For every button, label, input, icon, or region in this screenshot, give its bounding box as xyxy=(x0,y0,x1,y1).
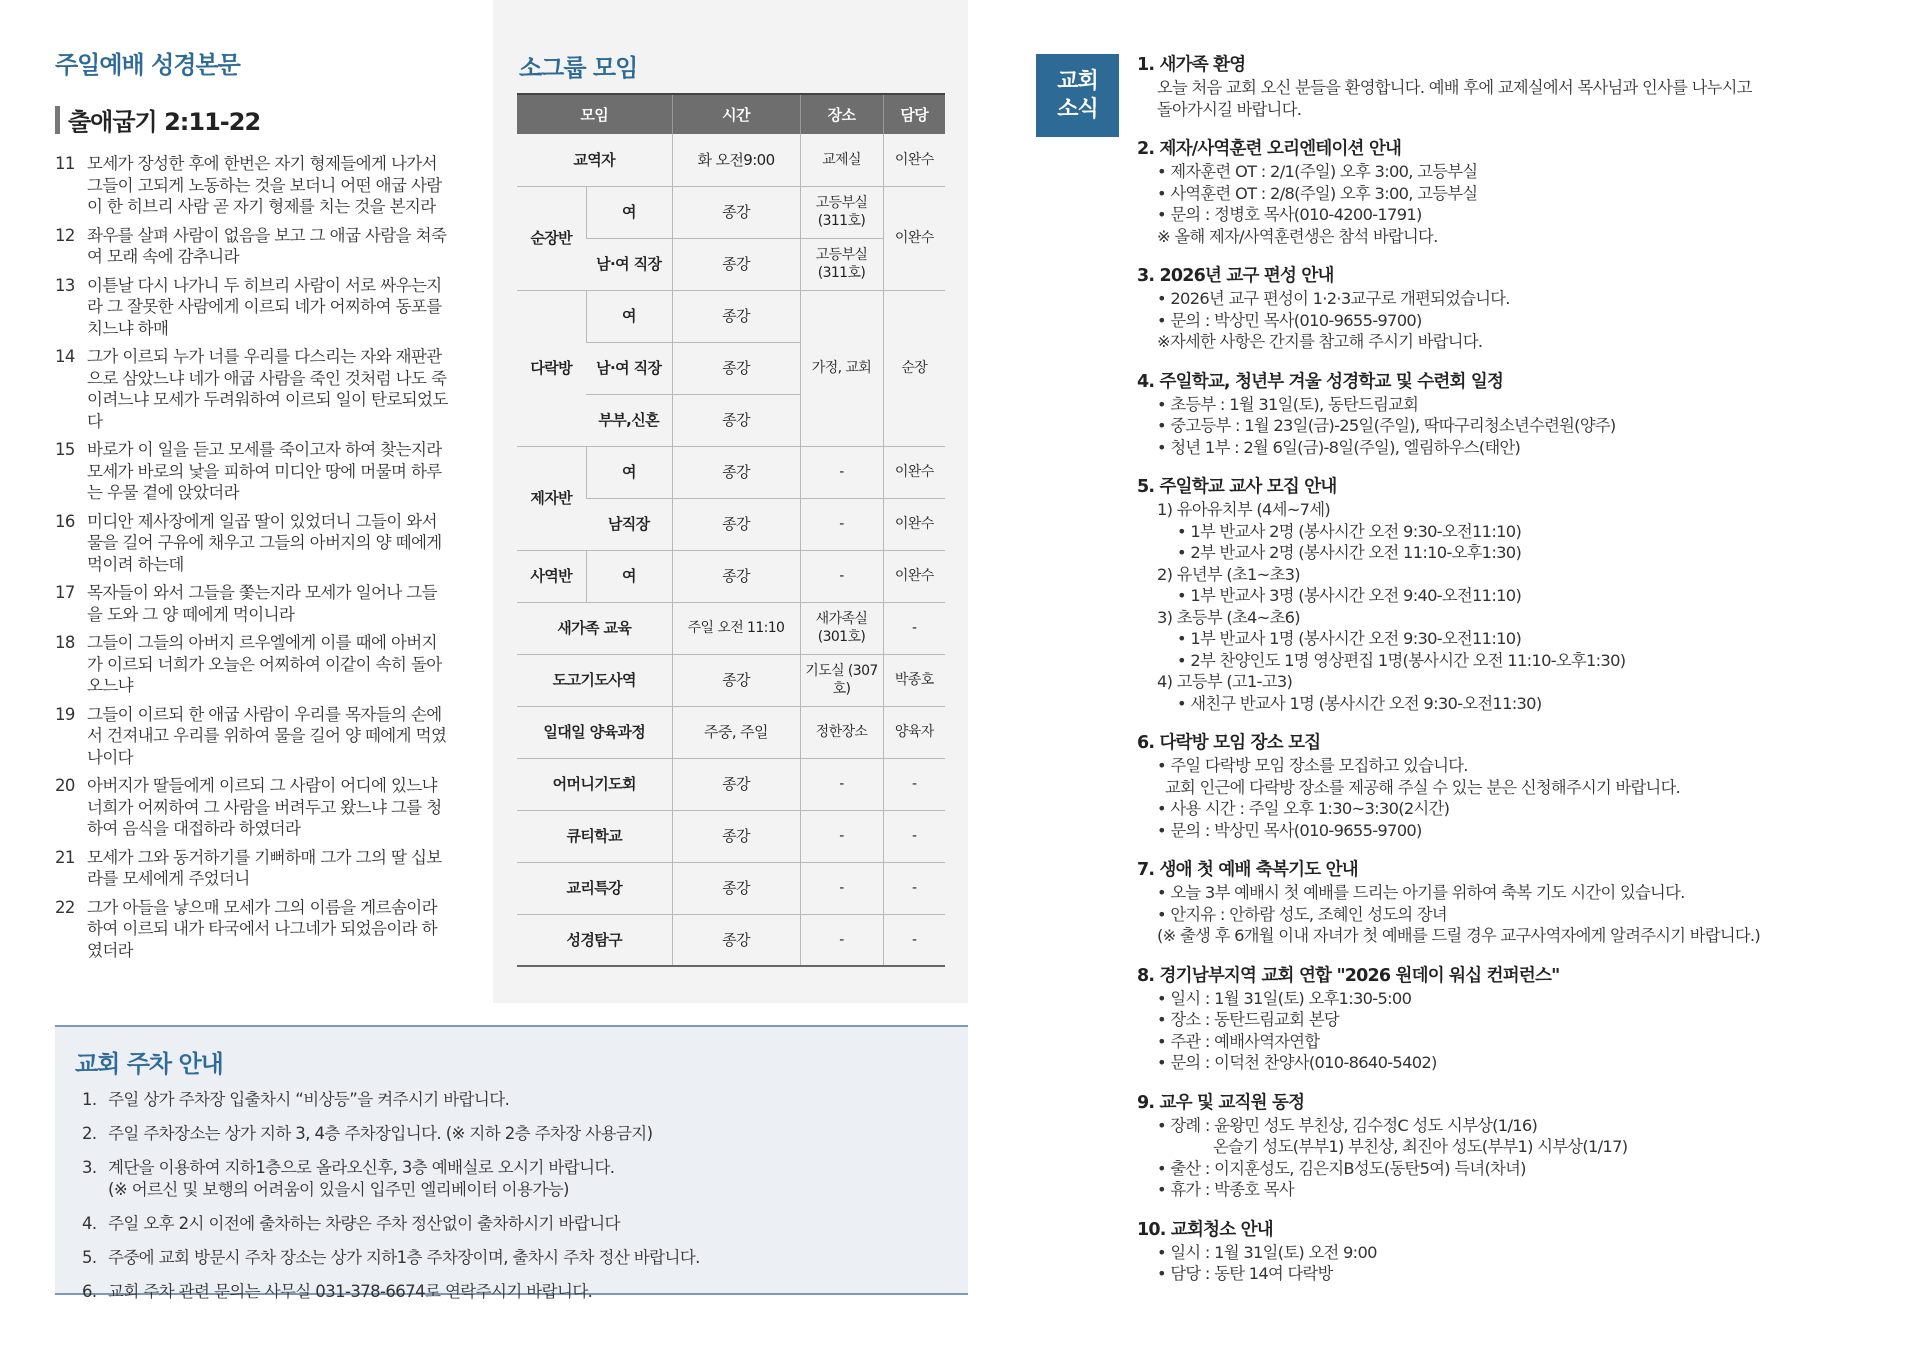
parking-item xyxy=(82,1157,700,1201)
news-item-line: ※ 올해 제자/사역훈련생은 참석 바랍니다. xyxy=(1157,226,1438,246)
parking-item-number: 5. xyxy=(82,1248,97,1267)
cell-place: 정한장소 xyxy=(800,706,883,758)
cell-lead: 박종호 xyxy=(883,654,945,706)
verse-number: 17 xyxy=(55,583,75,602)
cell-lead: 양육자 xyxy=(883,706,945,758)
heading-bar xyxy=(55,106,60,134)
cell-group: 일대일 양육과정 xyxy=(517,706,672,758)
cell-place: 고등부실 (311호) xyxy=(800,238,883,290)
parking-item-number: 6. xyxy=(82,1282,97,1301)
parking-item-text: 주중에 교회 방문시 주차 장소는 상가 지하1층 주차장이며, 출차시 주차 정산 바랍니다. xyxy=(108,1248,700,1267)
scripture-title: 주일예배 성경본문 xyxy=(55,51,240,79)
news-item-line: • 휴가 : 박종호 목사 xyxy=(1157,1180,1294,1199)
news-item-title: 9. 교우 및 교직원 동정 xyxy=(1137,1092,1305,1113)
cell-place: - xyxy=(800,758,883,810)
news-item xyxy=(1137,54,1897,120)
cell-place: 고등부실 (311호) xyxy=(800,186,883,238)
news-item-title: 4. 주일학교, 청년부 겨울 성경학교 및 수련회 일정 xyxy=(1137,371,1504,392)
verse-row xyxy=(55,847,455,890)
cell-place: - xyxy=(800,498,883,550)
cell-time: 주일 오전 11:10 xyxy=(672,602,800,654)
cell-time: 종강 xyxy=(672,758,800,810)
cell-subgroup: 부부,신혼 xyxy=(586,394,672,446)
cell-time: 종강 xyxy=(672,446,800,498)
news-item-title: 5. 주일학교 교사 모집 안내 xyxy=(1137,477,1337,497)
verse-number: 19 xyxy=(55,704,75,724)
cell-lead: 이완수 xyxy=(883,498,945,550)
verse-text: 목자들이 와서 그들을 쫓는지라 모세가 일어나 그들을 도와 그 양 떼에게 먹이니라 xyxy=(87,583,437,624)
news-item-line: 2) 유년부 (초1~초3) xyxy=(1157,564,1300,584)
cell-subgroup: 여 xyxy=(586,290,672,342)
news-item-line: • 2부 찬양인도 1명 영상편집 1명(봉사시간 오전 11:10-오후1:30) xyxy=(1177,650,1626,670)
news-item-line: 4) 고등부 (고1-고3) xyxy=(1157,672,1293,691)
parking-item-note: (※ 어르신 및 보행의 어려움이 있을시 입주민 엘리베이터 이용가능) xyxy=(108,1180,569,1199)
table-row xyxy=(517,810,945,862)
news-item-line: 교회 인근에 다락방 장소를 제공해 주실 수 있는 분은 신청해주시기 바랍니다. xyxy=(1165,777,1681,797)
verse-row xyxy=(55,439,455,504)
header-lead: 담당 xyxy=(883,94,945,134)
parking-title: 교회 주차 안내 xyxy=(75,1050,223,1078)
header-time: 시간 xyxy=(672,94,800,134)
news-item-line: • 담당 : 동탄 14여 다락방 xyxy=(1157,1264,1333,1283)
news-item-line: • 주일 다락방 모임 장소를 모집하고 있습니다. xyxy=(1157,756,1468,775)
verse-text: 미디안 제사장에게 일곱 딸이 있었더니 그들이 와서 물을 길어 구유에 채우고 그들의 아버지의 양 떼에게 먹이려 하는데 xyxy=(87,511,442,574)
verse-text: 이튿날 다시 나가니 두 히브리 사람이 서로 싸우는지라 그 잘못한 사람에게 이르되 네가 어찌하여 동포를 치느냐 하매 xyxy=(87,275,442,338)
cell-place: 교제실 xyxy=(800,134,883,186)
news-item-line: • 일시 : 1월 31일(토) 오후1:30-5:00 xyxy=(1157,988,1412,1008)
parking-item-text: 계단을 이용하여 지하1층으로 올라오신후, 3층 예배실로 오시기 바랍니다. xyxy=(108,1158,615,1177)
cell-place: - xyxy=(800,550,883,602)
news-item xyxy=(1137,732,1897,841)
verse-number: 11 xyxy=(55,154,75,173)
small-group-title: 소그룹 모임 xyxy=(519,54,638,82)
news-item-line: 3) 초등부 (초4~초6) xyxy=(1157,607,1300,627)
cell-group: 도고기도사역 xyxy=(517,654,672,706)
cell-subgroup: 여 xyxy=(586,446,672,498)
table-row xyxy=(517,862,945,914)
verse-number: 14 xyxy=(55,347,75,366)
news-item-line: • 문의 : 이덕천 찬양사(010-8640-5402) xyxy=(1157,1053,1437,1072)
verse-number: 15 xyxy=(55,440,75,459)
table-header-row xyxy=(517,94,945,134)
scripture-section xyxy=(55,45,455,968)
verse-list xyxy=(55,153,455,961)
cell-group: 사역반 xyxy=(517,550,586,602)
verse-text: 바로가 이 일을 듣고 모세를 죽이고자 하여 찾는지라 모세가 바로의 낯을 피하여 미디안 땅에 머물며 하루는 우물 곁에 앉았더라 xyxy=(87,440,442,502)
news-item xyxy=(1137,138,1897,247)
cell-place: 새가족실 (301호) xyxy=(800,602,883,654)
cell-group: 어머니기도회 xyxy=(517,758,672,810)
parking-section xyxy=(55,1025,968,1301)
news-item-line: • 오늘 3부 예배시 첫 예배를 드리는 아기를 위하여 축복 기도 시간이 있습니다. xyxy=(1157,883,1685,902)
cell-time: 종강 xyxy=(672,186,800,238)
news-item-line: • 2부 반교사 2명 (봉사시간 오전 11:10-오후1:30) xyxy=(1177,543,1522,562)
news-item xyxy=(1137,371,1897,459)
parking-item xyxy=(82,1247,700,1269)
table-row xyxy=(517,654,945,706)
news-item-line: • 문의 : 박상민 목사(010-9655-9700) xyxy=(1157,820,1422,840)
cell-group: 다락방 xyxy=(517,290,586,446)
news-item xyxy=(1137,965,1897,1074)
cell-subgroup: 여 xyxy=(586,186,672,238)
cell-group: 교역자 xyxy=(517,134,672,186)
cell-time: 종강 xyxy=(672,498,800,550)
table-row xyxy=(517,706,945,758)
news-item-line: • 일시 : 1월 31일(토) 오전 9:00 xyxy=(1157,1242,1377,1262)
cell-lead: - xyxy=(883,862,945,914)
news-item-line: • 사용 시간 : 주일 오후 1:30~3:30(2시간) xyxy=(1157,799,1450,818)
news-item-line: (※ 출생 후 6개월 이내 자녀가 첫 예배를 드릴 경우 교구사역자에게 알려주시기 바랍니다.) xyxy=(1157,926,1761,945)
table-row xyxy=(517,914,945,966)
parking-item-text: 주일 주차장소는 상가 지하 3, 4층 주차장입니다. (※ 지하 2층 주차장 사용금지) xyxy=(108,1124,653,1143)
verse-row xyxy=(55,153,455,218)
cell-time: 종강 xyxy=(672,290,800,342)
news-item-title: 7. 생애 첫 예배 축복기도 안내 xyxy=(1137,860,1358,880)
news-item-line: • 1부 반교사 3명 (봉사시간 오전 9:40-오전11:10) xyxy=(1177,586,1522,605)
verse-text: 그들이 그들의 아버지 르우엘에게 이를 때에 아버지가 이르되 너희가 오늘은 어찌하여 이같이 속히 돌아오느냐 xyxy=(87,633,442,695)
verse-row xyxy=(55,582,455,625)
parking-item-number: 3. xyxy=(82,1158,97,1177)
verse-text: 모세가 장성한 후에 한번은 자기 형제들에게 나가서 그들이 고되게 노동하는 것을 보더니 어떤 애굽 사람이 한 히브리 사람 곧 자기 형제를 치는 것을 본지라 xyxy=(87,154,442,216)
cell-time: 종강 xyxy=(672,238,800,290)
news-item-line: 1) 유아유치부 (4세~7세) xyxy=(1157,500,1331,519)
news-item-line: • 장소 : 동탄드림교회 본당 xyxy=(1157,1010,1339,1029)
verse-number: 20 xyxy=(55,776,75,795)
verse-row xyxy=(55,632,455,697)
verse-row xyxy=(55,511,455,576)
news-item-line: 온슬기 성도(부부1) 부친상, 최진아 성도(부부1) 시부상(1/17) xyxy=(1213,1137,1628,1156)
news-item-line: • 주관 : 예배사역자연합 xyxy=(1157,1031,1320,1051)
verse-text: 모세가 그와 동거하기를 기뻐하매 그가 그의 딸 십보라를 모세에게 주었더니 xyxy=(87,847,442,888)
cell-place: 가정, 교회 xyxy=(800,290,883,446)
parking-item xyxy=(82,1089,700,1111)
news-item-title: 8. 경기남부지역 교회 연합 "2026 원데이 워십 컨퍼런스" xyxy=(1137,965,1560,986)
cell-lead: 이완수 xyxy=(883,186,945,290)
table-row xyxy=(517,446,945,498)
cell-group: 새가족 교육 xyxy=(517,602,672,654)
verse-text: 그들이 이르되 한 애굽 사람이 우리를 목자들의 손에서 건져내고 우리를 위하여 물을 길어 양 떼에게 먹였나이다 xyxy=(87,704,447,767)
cell-lead: 이완수 xyxy=(883,446,945,498)
news-item-line: • 문의 : 정병호 목사(010-4200-1791) xyxy=(1157,205,1422,224)
passage-reference: 출애굽기 2:11-22 xyxy=(68,108,261,136)
news-list xyxy=(1137,54,1897,1303)
table-row xyxy=(517,550,945,602)
cell-time: 종강 xyxy=(672,862,800,914)
parking-item-text: 주일 오후 2시 이전에 출차하는 차량은 주차 정산없이 출차하시기 바랍니다 xyxy=(108,1214,620,1233)
cell-subgroup: 남·여 직장 xyxy=(586,342,672,394)
news-item-title: 3. 2026년 교구 편성 안내 xyxy=(1137,266,1334,286)
parking-item-text: 교회 주차 관련 문의는 사무실 031-378-6674로 연락주시기 바랍니다. xyxy=(108,1282,593,1301)
verse-row xyxy=(55,346,455,432)
verse-number: 18 xyxy=(55,633,75,652)
news-item xyxy=(1137,1219,1897,1285)
cell-subgroup: 남직장 xyxy=(586,498,672,550)
cell-place: - xyxy=(800,914,883,966)
news-item-line: • 초등부 : 1월 31일(토), 동탄드림교회 xyxy=(1157,394,1419,414)
verse-row xyxy=(55,704,455,769)
news-item-line: • 안지유 : 안하람 성도, 조혜인 성도의 장녀 xyxy=(1157,904,1447,924)
parking-item-number: 4. xyxy=(82,1214,97,1233)
cell-place: 기도실 (307호) xyxy=(800,654,883,706)
verse-text: 아버지가 딸들에게 이르되 그 사람이 어디에 있느냐 너희가 어찌하여 그 사람을 버려두고 왔느냐 그를 청하여 음식을 대접하라 하였더라 xyxy=(87,776,442,838)
news-item-line: • 1부 반교사 2명 (봉사시간 오전 9:30-오전11:10) xyxy=(1177,521,1522,541)
verse-row xyxy=(55,275,455,340)
cell-group: 성경탐구 xyxy=(517,914,672,966)
cell-place: - xyxy=(800,446,883,498)
news-item-line: • 장례 : 윤왕민 성도 부친상, 김수정C 성도 시부상(1/16) xyxy=(1157,1115,1538,1135)
cell-place: - xyxy=(800,862,883,914)
verse-text: 그가 이르되 누가 너를 우리를 다스리는 자와 재판관으로 삼았느냐 네가 애굽 사람을 죽인 것처럼 나도 죽이려느냐 모세가 두려워하여 이르되 일이 탄로되었도다 xyxy=(87,347,448,431)
verse-number: 21 xyxy=(55,847,75,867)
news-item-line: • 제자훈련 OT : 2/1(주일) 오후 3:00, 고등부실 xyxy=(1157,162,1478,181)
news-item-title: 2. 제자/사역훈련 오리엔테이션 안내 xyxy=(1137,139,1402,159)
cell-time: 종강 xyxy=(672,342,800,394)
news-badge-line: 교회 xyxy=(1057,68,1098,94)
header-place: 장소 xyxy=(800,94,883,134)
news-item-line: • 중고등부 : 1월 23일(금)-25일(주일), 딱따구리청소년수련원(양주) xyxy=(1157,416,1616,435)
news-item xyxy=(1137,265,1897,353)
cell-group: 큐티학교 xyxy=(517,810,672,862)
news-item-line: • 사역훈련 OT : 2/8(주일) 오후 3:00, 고등부실 xyxy=(1157,183,1478,203)
cell-time: 종강 xyxy=(672,654,800,706)
verse-number: 22 xyxy=(55,897,75,917)
parking-item xyxy=(82,1213,700,1235)
cell-lead: - xyxy=(883,758,945,810)
table-row xyxy=(517,602,945,654)
table-row xyxy=(517,186,945,238)
parking-item-number: 2. xyxy=(82,1124,97,1143)
cell-time: 종강 xyxy=(672,394,800,446)
small-group-panel xyxy=(493,0,968,1003)
cell-time: 종강 xyxy=(672,914,800,966)
cell-lead: - xyxy=(883,602,945,654)
news-item xyxy=(1137,476,1897,714)
cell-lead: - xyxy=(883,810,945,862)
verse-text: 그가 아들을 낳으매 모세가 그의 이름을 게르솜이라 하여 이르되 내가 타국에서 나그네가 되었음이라 하였더라 xyxy=(87,897,437,960)
verse-row xyxy=(55,775,455,840)
parking-item-number: 1. xyxy=(82,1090,97,1109)
parking-item-body xyxy=(108,1213,620,1235)
news-item-line: • 새친구 반교사 1명 (봉사시간 오전 9:30-오전11:30) xyxy=(1177,693,1542,713)
news-item-line: • 출산 : 이지훈성도, 김은지B성도(동탄5여) 득녀(차녀) xyxy=(1157,1158,1526,1178)
verse-number: 13 xyxy=(55,275,75,295)
parking-item-body xyxy=(108,1281,592,1303)
news-item-line: • 1부 반교사 1명 (봉사시간 오전 9:30-오전11:10) xyxy=(1177,629,1522,648)
cell-time: 화 오전9:00 xyxy=(672,134,800,186)
verse-row xyxy=(55,897,455,962)
parking-item xyxy=(82,1281,700,1303)
news-badge-line: 소식 xyxy=(1057,96,1098,122)
cell-subgroup: 여 xyxy=(586,550,672,602)
cell-lead: 순장 xyxy=(883,290,945,446)
parking-item-text: 주일 상가 주차장 입출차시 “비상등”을 켜주시기 바랍니다. xyxy=(108,1090,510,1109)
parking-item-body xyxy=(108,1157,614,1201)
table-row xyxy=(517,758,945,810)
table-row xyxy=(517,290,945,342)
header-group: 모임 xyxy=(517,94,672,134)
news-item xyxy=(1137,859,1897,947)
verse-row xyxy=(55,225,455,268)
news-item xyxy=(1137,1092,1897,1201)
news-item-title: 1. 새가족 환영 xyxy=(1137,55,1246,75)
parking-list xyxy=(82,1089,700,1315)
verse-number: 16 xyxy=(55,511,75,531)
news-item-title: 10. 교회청소 안내 xyxy=(1137,1219,1273,1240)
cell-place: - xyxy=(800,810,883,862)
cell-group: 교리특강 xyxy=(517,862,672,914)
cell-group: 제자반 xyxy=(517,446,586,550)
cell-lead: - xyxy=(883,914,945,966)
news-item-title: 6. 다락방 모임 장소 모집 xyxy=(1137,733,1321,753)
verse-text: 좌우를 살펴 사람이 없음을 보고 그 애굽 사람을 쳐죽여 모래 속에 감추니라 xyxy=(87,225,447,266)
cell-lead: 이완수 xyxy=(883,134,945,186)
news-item-line: ※자세한 사항은 간지를 참고해 주시기 바랍니다. xyxy=(1157,332,1483,351)
parking-item-body xyxy=(108,1089,509,1111)
cell-lead: 이완수 xyxy=(883,550,945,602)
parking-item-body xyxy=(108,1123,652,1145)
passage-heading xyxy=(55,102,455,137)
news-item-line: • 2026년 교구 편성이 1·2·3교구로 개편되었습니다. xyxy=(1157,289,1510,308)
news-badge xyxy=(1036,54,1119,137)
cell-time: 종강 xyxy=(672,550,800,602)
cell-time: 종강 xyxy=(672,810,800,862)
news-item-line: 오늘 처음 교회 오신 분들을 환영합니다. 예배 후에 교제실에서 목사님과 인사를 나누시고 xyxy=(1157,78,1752,97)
cell-subgroup: 남·여 직장 xyxy=(586,238,672,290)
verse-number: 12 xyxy=(55,225,75,245)
small-group-table xyxy=(517,93,945,967)
parking-item xyxy=(82,1123,700,1145)
news-item-line: 돌아가시길 바랍니다. xyxy=(1157,99,1302,119)
news-item-line: • 청년 1부 : 2월 6일(금)-8일(주일), 엘림하우스(태안) xyxy=(1157,437,1521,457)
cell-group: 순장반 xyxy=(517,186,586,290)
news-item-line: • 문의 : 박상민 목사(010-9655-9700) xyxy=(1157,310,1422,330)
parking-item-body xyxy=(108,1247,700,1269)
cell-time: 주중, 주일 xyxy=(672,706,800,758)
table-row xyxy=(517,134,945,186)
